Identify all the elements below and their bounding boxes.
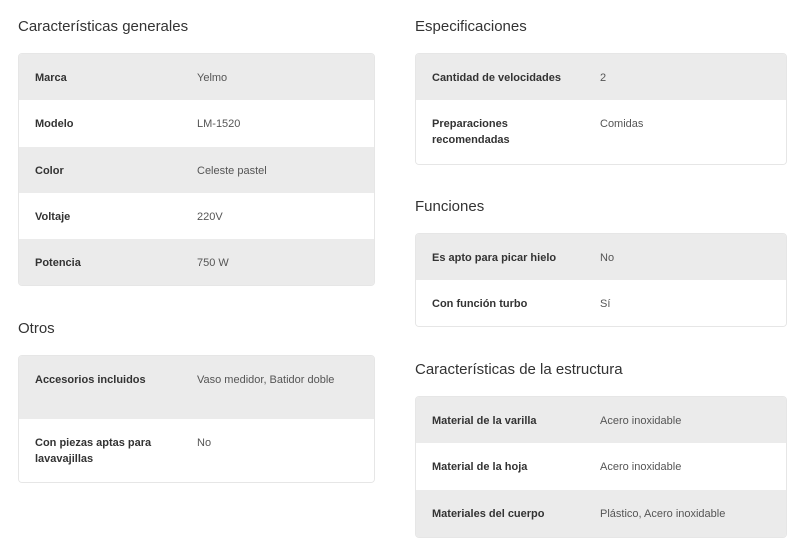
table-row bbox=[19, 419, 374, 482]
spec-value: 2 bbox=[600, 72, 607, 84]
section-funciones bbox=[415, 196, 484, 218]
section-title-funciones: Funciones bbox=[415, 198, 485, 215]
spec-key: Materiales del cuerpo bbox=[432, 508, 545, 520]
spec-key: Cantidad de velocidades bbox=[432, 72, 561, 84]
table-row bbox=[416, 234, 786, 280]
spec-value: Vaso medidor, Batidor doble bbox=[197, 374, 335, 386]
section-title-otros: Otros bbox=[18, 320, 55, 337]
table-row bbox=[19, 193, 374, 239]
spec-value: Yelmo bbox=[197, 72, 228, 84]
table-row bbox=[19, 54, 374, 100]
table-row bbox=[19, 100, 374, 147]
spec-key: Con función turbo bbox=[432, 298, 528, 310]
table-row bbox=[19, 239, 374, 285]
spec-value: No bbox=[197, 437, 212, 449]
spec-value: Plástico, Acero inoxidable bbox=[600, 508, 726, 520]
table-funciones bbox=[415, 233, 787, 327]
spec-key: Color bbox=[35, 165, 64, 177]
spec-value: Sí bbox=[600, 298, 611, 310]
spec-value: 220V bbox=[197, 211, 223, 223]
table-general bbox=[18, 53, 375, 286]
spec-key: Es apto para picar hielo bbox=[432, 252, 557, 264]
section-title-especificaciones: Especificaciones bbox=[415, 18, 527, 35]
section-especificaciones bbox=[415, 16, 527, 38]
section-title-general: Características generales bbox=[18, 18, 189, 35]
spec-key: Accesorios incluidos bbox=[35, 374, 146, 386]
table-row bbox=[416, 443, 786, 490]
section-otros bbox=[18, 318, 55, 340]
table-otros bbox=[18, 355, 375, 483]
spec-value: Celeste pastel bbox=[197, 165, 267, 177]
table-row bbox=[416, 397, 786, 443]
table-row bbox=[416, 490, 786, 537]
table-row bbox=[19, 147, 374, 193]
spec-value: 750 W bbox=[197, 257, 229, 269]
table-especificaciones bbox=[415, 53, 787, 165]
spec-value: Comidas bbox=[600, 118, 644, 130]
spec-key: Preparaciones recomendadas bbox=[432, 118, 510, 146]
spec-value: No bbox=[600, 252, 615, 264]
spec-value: LM-1520 bbox=[197, 118, 241, 130]
spec-key: Potencia bbox=[35, 257, 81, 269]
table-row bbox=[416, 280, 786, 326]
spec-key: Material de la varilla bbox=[432, 415, 537, 427]
table-row bbox=[416, 54, 786, 100]
section-general bbox=[18, 16, 188, 38]
spec-key: Modelo bbox=[35, 118, 74, 130]
section-title-estructura: Características de la estructura bbox=[415, 361, 623, 378]
spec-key: Con piezas aptas para lavavajillas bbox=[35, 437, 152, 465]
table-row bbox=[416, 100, 786, 164]
spec-value: Acero inoxidable bbox=[600, 461, 682, 473]
spec-key: Material de la hoja bbox=[432, 461, 528, 473]
spec-value: Acero inoxidable bbox=[600, 415, 682, 427]
table-estructura bbox=[415, 396, 787, 538]
spec-key: Voltaje bbox=[35, 211, 71, 223]
spec-key: Marca bbox=[35, 72, 67, 84]
table-row bbox=[19, 356, 374, 419]
section-estructura bbox=[415, 359, 623, 381]
